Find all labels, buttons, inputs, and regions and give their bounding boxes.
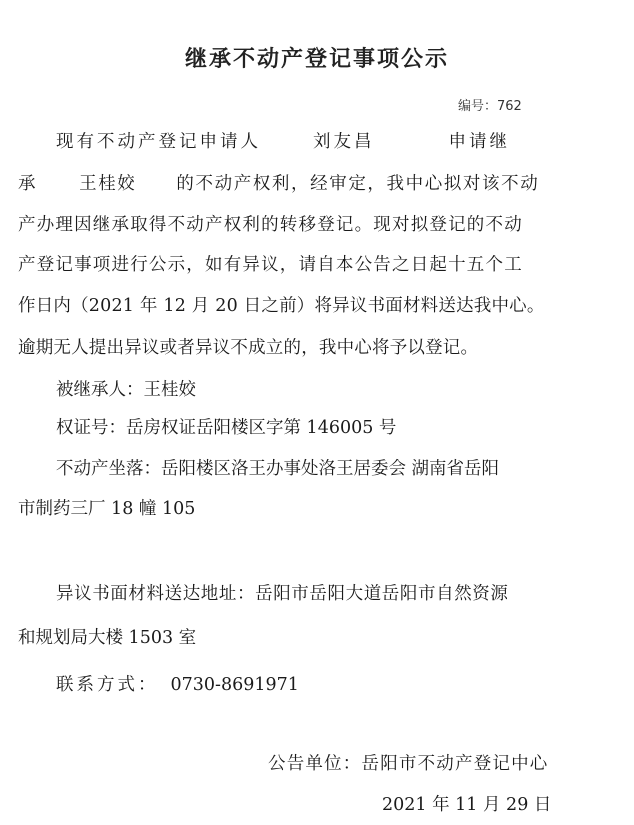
decedent-label: 被继承人： <box>56 380 144 400</box>
body-line-4: 产登记事项进行公示，如有异议，请自本公告之日起十五个工 <box>18 255 523 275</box>
location-label: 不动产坐落： <box>56 459 161 479</box>
location-field <box>56 455 499 480</box>
body-line-5: 作日内（2021 年 12 月 20 日之前）将异议书面材料送达我中心。 <box>18 296 545 316</box>
document-number-label: 编号： <box>458 99 498 114</box>
contact-value: 0730-8691971 <box>170 675 299 695</box>
body-text: 的不动产权利，经审定，我中心拟对该不动 <box>176 174 540 194</box>
decedent-name: 王桂姣 <box>79 174 137 194</box>
body-line-6: 逾期无人提出异议或者异议不成立的，我中心将予以登记。 <box>18 338 479 358</box>
certificate-value: 岳房权证岳阳楼区字第 146005 号 <box>126 418 397 438</box>
location-value: 岳阳楼区洛王办事处洛王居委会 湖南省岳阳 <box>161 459 500 479</box>
location-field-cont: 市制药三厂 18 幢 105 <box>18 499 196 519</box>
issuer-label: 公告单位： <box>268 754 362 774</box>
issuer <box>268 750 549 775</box>
objection-address-label: 异议书面材料送达地址： <box>56 584 256 604</box>
body-line-3: 产办理因继承取得不动产权利的转移登记。现对拟登记的不动 <box>18 215 523 235</box>
body-text: 承 <box>18 174 38 194</box>
document-number <box>458 95 522 114</box>
contact-label: 联系方式： <box>56 675 159 695</box>
decedent-value: 王桂姣 <box>143 380 196 400</box>
certificate-label: 权证号： <box>56 418 126 438</box>
decedent-field <box>56 376 196 401</box>
certificate-field <box>56 414 396 439</box>
applicant-name: 刘友昌 <box>313 132 375 152</box>
body-line-2 <box>18 170 539 195</box>
issuer-value: 岳阳市不动产登记中心 <box>361 754 549 774</box>
objection-address-field <box>56 580 509 605</box>
notice-date: 2021 年 11 月 29 日 <box>382 795 552 815</box>
document-number-value: 762 <box>497 99 522 114</box>
contact-field <box>56 671 299 696</box>
body-text: 申请继 <box>448 132 510 152</box>
body-line-1 <box>56 128 510 153</box>
page-title: 继承不动产登记事项公示 <box>184 47 449 72</box>
body-text: 现有不动产登记申请人 <box>56 132 261 152</box>
objection-address-value: 岳阳市岳阳大道岳阳市自然资源 <box>255 584 509 604</box>
objection-address-cont: 和规划局大楼 1503 室 <box>18 628 197 648</box>
